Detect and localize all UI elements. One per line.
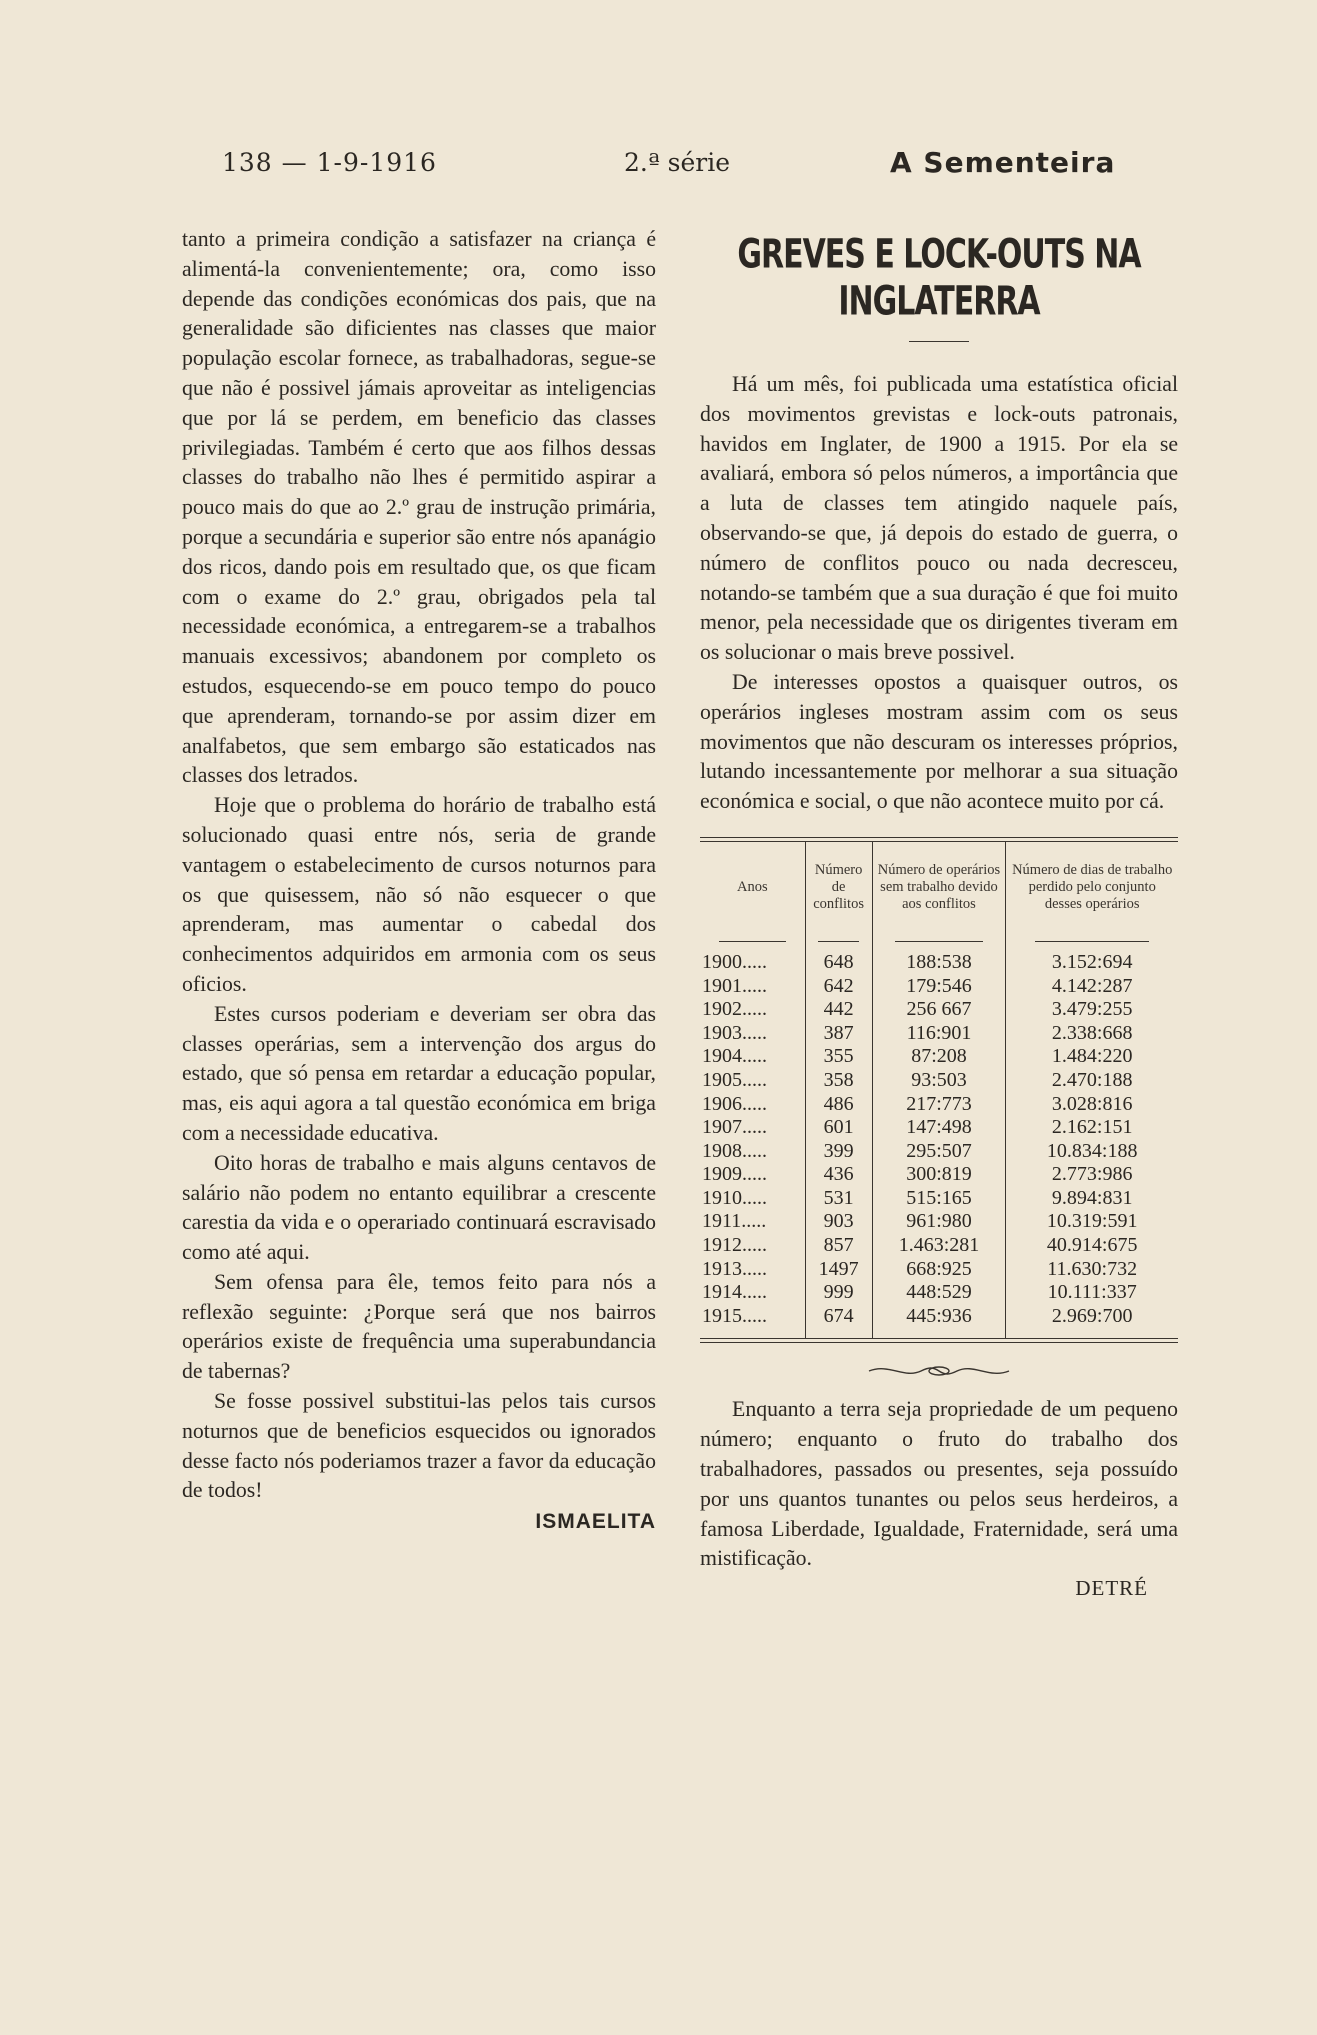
days-cell: 10.834:188	[1046, 1139, 1138, 1162]
ornament-divider	[700, 1361, 1178, 1381]
table-header-row	[700, 842, 1178, 921]
page-header	[0, 148, 1317, 188]
year-cell: 1911.....	[700, 1210, 805, 1234]
conflicts-cell: 1497	[805, 1258, 872, 1282]
days-cell: 11.630:732	[1047, 1257, 1138, 1280]
table-row	[700, 1234, 1178, 1258]
days-cell: 10.111:337	[1047, 1281, 1137, 1304]
table-row	[700, 1116, 1178, 1140]
left-paragraph: Sem ofensa para êle, temos feito para nós a reflexão seguinte: ¿Porque será que nos bairros operários existe de frequência uma superabundancia de tabernas?	[182, 1269, 656, 1384]
journal-title: A Sementeira	[890, 146, 1116, 179]
days-cell: 40.914:675	[1046, 1234, 1138, 1257]
conflicts-cell: 857	[805, 1234, 872, 1258]
days-cell: 9.894:831	[1051, 1186, 1133, 1209]
year-cell: 1913.....	[700, 1258, 805, 1282]
table-row	[700, 1258, 1178, 1282]
conflicts-cell: 387	[805, 1022, 872, 1046]
year-cell: 1903.....	[700, 1022, 805, 1046]
right-paragraph: Há um mês, foi publicada uma estatística oficial dos movimentos grevistas e lock-outs patronais, havidos em Inglater, de 1900 a 1915. Por ela se avaliará, embora só pelos números, a importância que a luta de classes tem atingido naquele país, observando-se que, já depois do estado de guerra, o número de conflitos pouco ou nada decresceu, notando-se também que a sua duração é que foi muito menor, pela necessidade que os dirigentes tiveram em os solucionar o mais breve possivel.	[700, 372, 1178, 665]
conflicts-cell: 642	[805, 975, 872, 999]
strike-statistics-table	[700, 837, 1178, 1344]
conflicts-cell: 399	[805, 1140, 872, 1164]
days-cell: 2.773:986	[1051, 1163, 1133, 1186]
table-row	[700, 1305, 1178, 1329]
year-cell: 1914.....	[700, 1281, 805, 1305]
header-separator-row	[700, 921, 1178, 951]
stats-table	[700, 842, 1178, 1339]
workers-cell: 256 667	[872, 998, 1006, 1022]
table-row	[700, 1069, 1178, 1093]
year-cell: 1907.....	[700, 1116, 805, 1140]
conflicts-cell: 436	[805, 1163, 872, 1187]
right-paragraph: De interesses opostos a quaisquer outros, os operários ingleses mostram assim com os seus movimentos que não descuram os interesses próprios, lutando incessantemente por melhorar a sua situação económica e social, o que não acontece muito por cá.	[700, 669, 1178, 814]
title-divider	[909, 341, 969, 342]
workers-cell: 179:546	[872, 975, 1006, 999]
table-row	[700, 1163, 1178, 1187]
author-signature: DETRÉ	[1075, 1576, 1148, 1601]
table-row	[700, 975, 1178, 999]
days-cell: 3.479:255	[1051, 998, 1133, 1021]
workers-cell: 515:165	[872, 1187, 1006, 1211]
table-row	[700, 951, 1178, 975]
table-row	[700, 1140, 1178, 1164]
year-cell: 1915.....	[700, 1305, 805, 1329]
year-cell: 1912.....	[700, 1234, 805, 1258]
workers-cell: 961:980	[872, 1210, 1006, 1234]
workers-cell: 188:538	[872, 951, 1006, 975]
workers-cell: 668:925	[872, 1258, 1006, 1282]
author-signature: ISMAELITA	[535, 1510, 656, 1534]
table-row	[700, 1022, 1178, 1046]
days-cell: 2.162:151	[1051, 1116, 1133, 1139]
year-cell: 1904.....	[700, 1045, 805, 1069]
table-row	[700, 1093, 1178, 1117]
workers-cell: 116:901	[872, 1022, 1006, 1046]
left-paragraph: Se fosse possivel substitui-las pelos tais cursos noturnos que de beneficios esquecidos ou ignorados desse facto nós poderiamos trazer a favor da educação de todos!	[182, 1389, 656, 1503]
conflicts-cell: 358	[805, 1069, 872, 1093]
article-title: GREVES E LOCK-OUTS NA INGLATERRA	[737, 231, 1141, 326]
table-row	[700, 1187, 1178, 1211]
table-row	[700, 1210, 1178, 1234]
table-row	[700, 998, 1178, 1022]
left-paragraph: Hoje que o problema do horário de trabalho está solucionado quasi entre nós, seria de grande vantagem o estabelecimento de cursos noturnos para os que quisessem, não só não esquecer o que aprenderam, mas aumentar o cabedal dos conhecimentos adquiridos em armonia com os seus oficios.	[182, 793, 656, 996]
table-body	[700, 921, 1178, 1339]
workers-cell: 147:498	[872, 1116, 1006, 1140]
year-cell: 1901.....	[700, 975, 805, 999]
left-paragraph: tanto a primeira condição a satisfazer na criança é alimentá-la convenientemente; ora, como isso depende das condições económicas dos pais, que na generalidade são dificientes nas classes que maior população escolar fornece, as trabalhadoras, segue-se que não é possivel jámais aproveitar as inteligencias que por lá se perdem, em beneficio das classes privilegiadas. Também é certo que aos filhos dessas classes do trabalho não lhes é permitido aspirar a pouco mais do que ao 2.º grau de instrução primária, porque a secundária e superior são entre nós apanágio dos ricos, dando pois em resultado que, os que ficam com o exame do 2.º grau, obrigados pela tal necessidade económica, a entregarem-se a trabalhos manuais excessivos; abandonem por completo os estudos, esquecendo-se em pouco tempo do pouco que aprenderam, tornando-se por assim dizer em analfabetos, que sem embargo são estaticados nas classes dos letrados.	[182, 227, 656, 788]
year-cell: 1900.....	[700, 951, 805, 975]
year-cell: 1909.....	[700, 1163, 805, 1187]
year-cell: 1902.....	[700, 998, 805, 1022]
workers-cell: 448:529	[872, 1281, 1006, 1305]
right-column	[700, 225, 1178, 1601]
conflicts-cell: 442	[805, 998, 872, 1022]
days-cell: 2.470:188	[1051, 1068, 1133, 1091]
conflicts-cell: 674	[805, 1305, 872, 1329]
days-cell: 1.484:220	[1051, 1045, 1133, 1068]
conflicts-cell: 601	[805, 1116, 872, 1140]
conflicts-cell: 648	[805, 951, 872, 975]
col-header-years: Anos	[700, 842, 805, 921]
table-bottom-rule	[700, 1338, 1178, 1343]
closing-paragraph: Enquanto a terra seja propriedade de um pequeno número; enquanto o fruto do trabalho dos trabalhadores, passados ou presentes, seja possuído por uns quantos tunantes ou pelos seus herdeiros, a famosa Liberdade, Igualdade, Fraternidade, será uma mistificação.	[700, 1397, 1178, 1571]
days-cell: 2.969:700	[1051, 1304, 1133, 1327]
table-row	[700, 1045, 1178, 1069]
conflicts-cell: 903	[805, 1210, 872, 1234]
days-cell: 3.152:694	[1051, 950, 1133, 973]
left-paragraph: Oito horas de trabalho e mais alguns centavos de salário não podem no entanto equilibrar a crescente carestia da vida e o operariado continuará escravisado como até aqui.	[182, 1150, 656, 1265]
workers-cell: 1.463:281	[872, 1234, 1006, 1258]
conflicts-cell: 999	[805, 1281, 872, 1305]
conflicts-cell: 531	[805, 1187, 872, 1211]
workers-cell: 445:936	[872, 1305, 1006, 1329]
workers-cell: 217:773	[872, 1093, 1006, 1117]
col-header-workers: Número de operários sem trabalho devido aos conflitos	[872, 842, 1006, 921]
table-bottom-padding	[700, 1328, 1178, 1338]
year-cell: 1908.....	[700, 1140, 805, 1164]
table-row	[700, 1281, 1178, 1305]
days-cell: 10.319:591	[1046, 1210, 1138, 1233]
conflicts-cell: 355	[805, 1045, 872, 1069]
workers-cell: 93:503	[872, 1069, 1006, 1093]
left-column	[182, 225, 656, 1534]
workers-cell: 87:208	[872, 1045, 1006, 1069]
year-cell: 1905.....	[700, 1069, 805, 1093]
flourish-ornament	[859, 1361, 1019, 1381]
workers-cell: 300:819	[872, 1163, 1006, 1187]
conflicts-cell: 486	[805, 1093, 872, 1117]
col-header-days: Número de dias de trabalho perdido pelo conjunto desses operários	[1012, 861, 1173, 912]
year-cell: 1910.....	[700, 1187, 805, 1211]
days-cell: 2.338:668	[1051, 1021, 1133, 1044]
days-cell: 3.028:816	[1051, 1092, 1133, 1115]
left-paragraph: Estes cursos poderiam e deveriam ser obra das classes operárias, sem a intervenção dos argus do estado, que só pensa em retardar a educação popular, mas, eis aqui agora a tal questão económica em briga com a necessidade educativa.	[182, 1001, 656, 1145]
workers-cell: 295:507	[872, 1140, 1006, 1164]
col-header-conflicts: Número de conflitos	[805, 842, 872, 921]
year-cell: 1906.....	[700, 1093, 805, 1117]
days-cell: 4.142:287	[1051, 974, 1133, 997]
issue-date: 138 — 1-9-1916	[222, 148, 437, 177]
series-label: 2.ª série	[624, 148, 731, 177]
